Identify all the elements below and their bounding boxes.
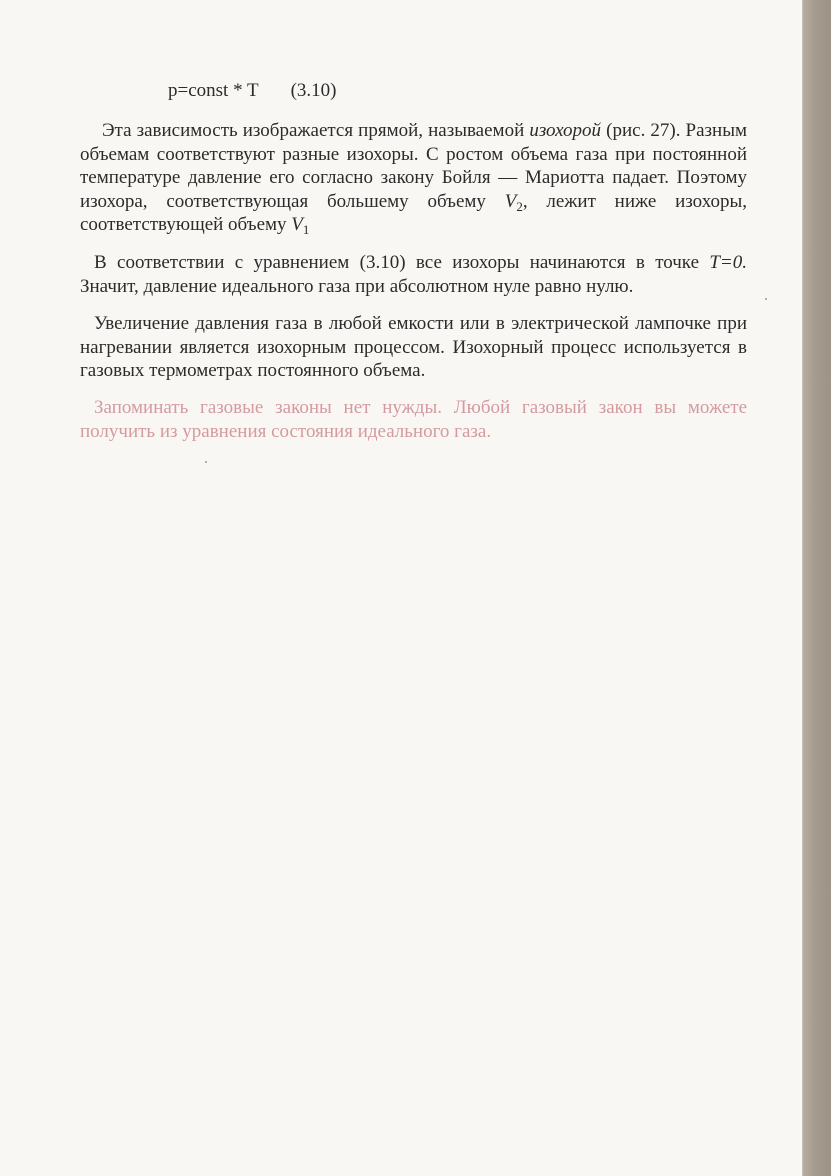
p2-text-b: Значит, давление идеального газа при абсолютном нуле равно нулю.	[80, 275, 634, 297]
p1-text-b: (рис. 27). Разным объемам соответствуют разные изохоры. С ростом объема газа при постоянной температуре давление его согласно закону Бойля — Мариотта падает. Поэтому изохора, соответствующая большему объему	[80, 120, 747, 212]
formula-line	[168, 80, 337, 102]
p3-text: Увеличение давления газа в любой емкости или в электрической лампочке при нагревании является изохорным процессом. Изохорный процесс используется в газовых термометрах постоянного объема.	[80, 313, 747, 381]
scan-speck	[765, 298, 767, 300]
p2-italic-expression: T=0.	[709, 252, 747, 273]
paragraph-isochoric-process	[80, 312, 747, 383]
page-edge	[803, 0, 831, 1176]
scan-speck	[205, 461, 207, 463]
p1-italic-term: изохорой	[529, 120, 602, 141]
p1-text-a: Эта зависимость изображается прямой, называемой	[102, 120, 530, 141]
v1-subscript: 1	[302, 222, 310, 237]
p1-text-c: , лежит ниже изохоры, соответствующей объему	[80, 190, 747, 235]
formula-expression: p=const * T	[168, 80, 259, 101]
v2-subscript: 2	[516, 198, 523, 214]
paragraph-isochore	[80, 119, 747, 237]
paragraph-note-highlighted	[80, 396, 747, 443]
v1-variable: V	[291, 214, 303, 235]
p4-text: Запоминать газовые законы нет нужды. Любой газовый закон вы можете получить из уравнения состояния идеального газа.	[80, 397, 747, 442]
paragraph-absolute-zero	[80, 251, 747, 298]
v2-variable: V	[504, 190, 517, 212]
p2-text-a: В соответствии с уравнением (3.10) все изохоры начинаются в точке	[94, 252, 710, 273]
formula-number: (3.10)	[290, 80, 337, 101]
